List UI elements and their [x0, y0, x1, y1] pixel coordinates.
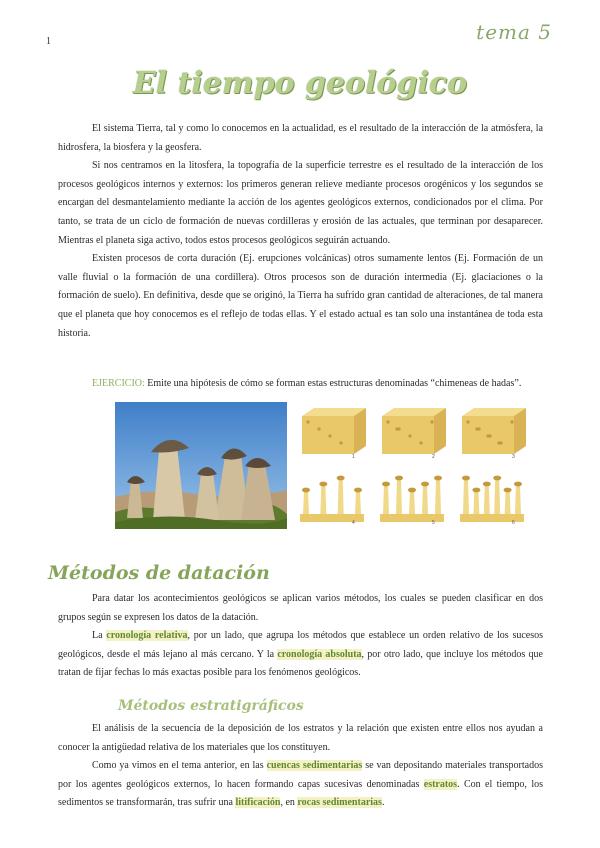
section-heading-strat: Métodos estratigráficos — [118, 698, 304, 714]
page-number: 1 — [46, 36, 51, 47]
diagram-stage-6 — [460, 476, 524, 526]
highlight-sedimentary-rocks: rocas sedimentarias — [297, 797, 382, 809]
dating-text — [58, 590, 543, 683]
diagram-stage-5 — [380, 476, 444, 526]
diagram-stage-3 — [462, 408, 526, 460]
strat-paragraph-2: Como ya vimos en el tema anterior, en las cuencas sedimentarias se van depositando materiales transportados por los agentes geológicos externos, lo hacen formando capas sucesivas denominadas estratos. Con el tiempo, los sedimentos se transformarán, tras sufrir una litificación, en rocas sedimentarias. — [58, 760, 543, 809]
diagram-stage-number: 6 — [512, 520, 515, 526]
intro-paragraph-2: Si nos centramos en la litosfera, la topografía de la superficie terrestre es el resultado de la interacción de los procesos geológicos internos y externos: los primeros generan relieve mediante procesos orogénicos y los segundos se encargan del desmantelamiento mediante la acción de los agentes geológicos externos, condicionados por el clima. Por tanto, se trata de un ciclo de formación de nuevas cordilleras y erosión de las actuales, que terminan por desaparecer. Mientras el planeta siga activo, todos estos procesos geológicos seguirán actuando. — [58, 160, 543, 246]
fairy-chimneys-photo — [115, 402, 287, 529]
exercise-label: EJERCICIO: — [92, 378, 145, 389]
highlight-basins: cuencas sedimentarias — [266, 760, 363, 772]
dating-paragraph-1: Para datar los acontecimientos geológicos se aplican varios métodos, los cuales se pueden clasificar en dos grupos según se expresen los datos de la datación. — [58, 593, 543, 623]
page-title: El tiempo geológico — [132, 66, 468, 101]
diagram-stage-number: 1 — [352, 454, 355, 460]
strat-paragraph-1: El análisis de la secuencia de la deposición de los estratos y la relación que existen entre ellos nos ayudan a conocer la antigüedad relativa de los materiales que los constituyen. — [58, 723, 543, 753]
exercise-text: Emite una hipótesis de cómo se forman estas estructuras denominadas “chimeneas de hadas”. — [144, 378, 522, 389]
strat-text — [58, 720, 543, 813]
intro-paragraph-3: Existen procesos de corta duración (Ej. erupciones volcánicas) otros sumamente lentos (Ej. Formación de un valle fluvial o la formación de una cordillera). Otros procesos son de duración intermedia (Ej. glaciaciones o la formación de suelo). En definitiva, desde que se originó, la Tierra ha sufrido gran cantidad de alteraciones, de tal manera que el planeta que hoy conocemos es el reflejo de todas ellas. Y el estado actual es tan solo una instantánea de toda esta historia. — [58, 253, 543, 339]
highlight-strata: estratos — [423, 778, 458, 790]
highlight-absolute: cronología absoluta — [277, 648, 362, 660]
diagram-stage-2 — [382, 408, 446, 460]
diagram-stage-4 — [300, 476, 364, 526]
exercise — [58, 375, 543, 394]
intro-text — [58, 120, 543, 343]
intro-paragraph-1: El sistema Tierra, tal y como lo conocemos en la actualidad, es el resultado de la interacción de la atmósfera, la hidrosfera, la biosfera y la geosfera. — [58, 123, 543, 153]
diagram-stage-number: 2 — [432, 454, 435, 460]
diagram-stage-1 — [302, 408, 366, 460]
highlight-lithification: litificación — [235, 797, 281, 809]
highlight-relative: cronología relativa — [106, 630, 188, 642]
section-heading-dating: Métodos de datación — [48, 562, 270, 584]
formation-diagram — [296, 404, 528, 526]
diagram-stage-number: 3 — [512, 454, 515, 460]
diagram-stage-number: 4 — [352, 520, 355, 526]
dating-paragraph-2: La cronología relativa, por un lado, que agrupa los métodos que establece un orden relativo de los sucesos geológicos, desde el más lejano al más cercano. Y la cronología absoluta, por otro lado, que incluye los métodos que tratan de fijar fechas lo más exactas posible para los fenómenos geológicos. — [58, 630, 543, 679]
diagram-stage-number: 5 — [432, 520, 435, 526]
topic-tag: tema 5 — [476, 20, 552, 44]
